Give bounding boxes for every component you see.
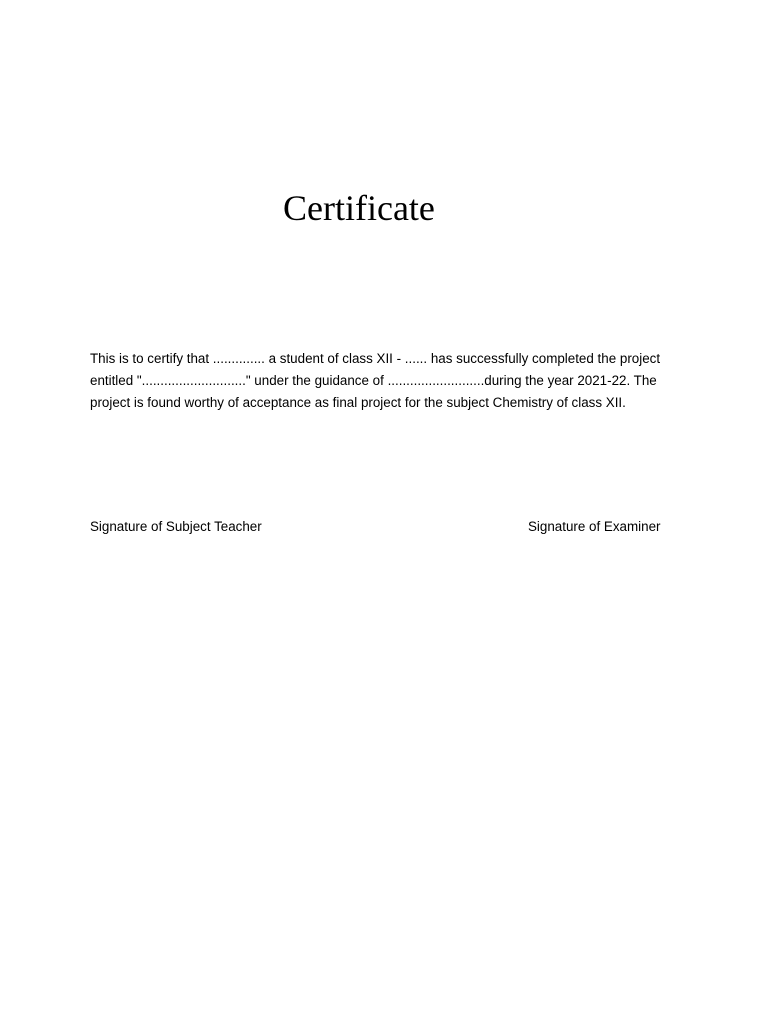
certificate-title: Certificate	[283, 188, 435, 228]
subject-teacher-signature-label: Signature of Subject Teacher	[90, 519, 262, 534]
certificate-body-text: This is to certify that .............. a student of class XII - ...... has successfully completed the project entitled "............................" under the guidance of ..........................during the year 2021-22. The project is found worthy of acceptance as final project for the subject Chemistry of class XII.	[90, 351, 661, 410]
examiner-signature-label: Signature of Examiner	[528, 519, 661, 534]
